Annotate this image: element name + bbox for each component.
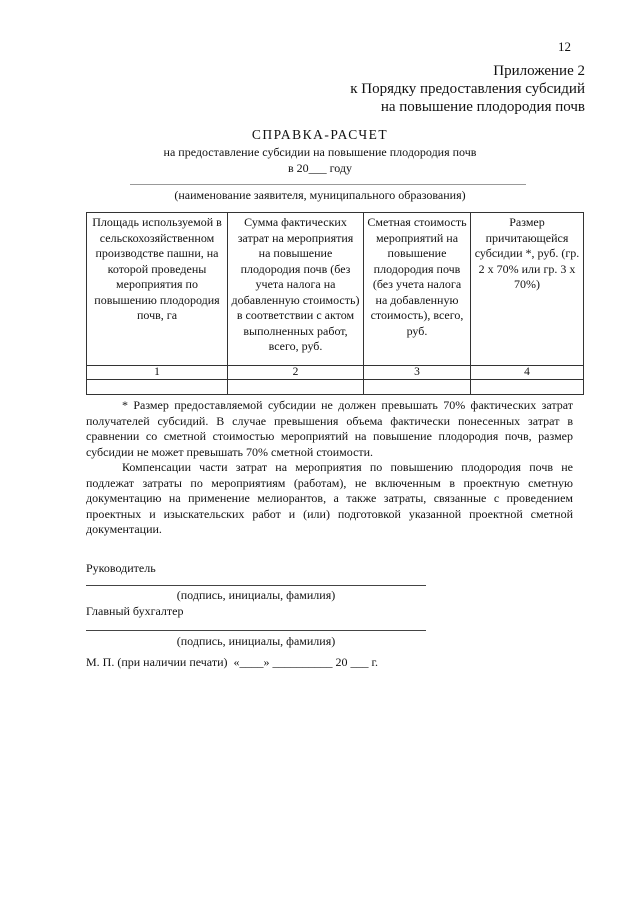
col-header-actual-costs: Сумма фактических затрат на мероприятия на повышение плодородия почв (без учета налога на добавленную стоимость) в соответствии с актом выполненных работ, всего, руб. xyxy=(228,213,364,366)
document-title: СПРАВКА-РАСЧЕТ xyxy=(251,127,389,142)
appendix-title: Приложение 2 xyxy=(493,63,585,79)
notes-block xyxy=(86,398,573,538)
col-number-1: 1 xyxy=(87,366,228,380)
table-cell[interactable] xyxy=(471,380,584,395)
accountant-label: Главный бухгалтер xyxy=(86,604,184,618)
page-number: 12 xyxy=(558,39,571,54)
calculation-table xyxy=(86,212,584,395)
appendix-reference: к Порядку предоставления субсидий xyxy=(350,81,585,97)
head-label: Руководитель xyxy=(86,561,156,575)
document-subtitle: на предоставление субсидии на повышение плодородия почв xyxy=(163,145,477,159)
table-number-row xyxy=(87,366,584,380)
subsidy-footnote: * Размер предоставляемой субсидии не должен превышать 70% фактических затрат получателей субсидий. В случае превышения объема фактически понесенных затрат в сравнении со сметной стоимостью мероприятий на повышение плодородия почв, размер субсидии не может превышать 70% сметной стоимости. xyxy=(86,398,573,459)
compensation-note: Компенсации части затрат на мероприятия по повышению плодородия почв не подлежат затраты по мероприятиям (работам), не включенным в проектную сметную документацию на применение мелиорантов, а также затраты, связанные с проведением проектных и изыскательских работ и (или) подготовкой указанной проектной сметной документации. xyxy=(86,460,573,536)
accountant-signature-line xyxy=(86,630,426,631)
col-number-2: 2 xyxy=(228,366,364,380)
col-header-area: Площадь используемой в сельскохозяйственном производстве пашни, на которой проведены мероприятия по повышению плодородия почв, га xyxy=(87,213,228,366)
head-signature-caption: (подпись, инициалы, фамилия) xyxy=(176,588,336,602)
document-year: в 20___ году xyxy=(287,161,353,175)
table-cell[interactable] xyxy=(228,380,364,395)
col-header-subsidy: Размер причитающейся субсидии *, руб. (гр. 2 х 70% или гр. 3 х 70%) xyxy=(471,213,584,366)
col-header-estimate: Сметная стоимость мероприятий на повышение плодородия почв (без учета налога на добавленную стоимость), всего, руб. xyxy=(364,213,471,366)
applicant-caption: (наименование заявителя, муниципального образования) xyxy=(174,188,466,202)
table-header-row xyxy=(87,213,584,366)
applicant-name-line xyxy=(130,184,526,185)
head-signature-line xyxy=(86,585,426,586)
col-number-3: 3 xyxy=(364,366,471,380)
stamp-date-line: М. П. (при наличии печати) «____» __________ 20 ___ г. xyxy=(86,655,379,669)
appendix-subject: на повышение плодородия почв xyxy=(380,99,585,115)
accountant-signature-caption: (подпись, инициалы, фамилия) xyxy=(176,634,336,648)
table-cell[interactable] xyxy=(87,380,228,395)
table-row xyxy=(87,380,584,395)
col-number-4: 4 xyxy=(471,366,584,380)
table-cell[interactable] xyxy=(364,380,471,395)
